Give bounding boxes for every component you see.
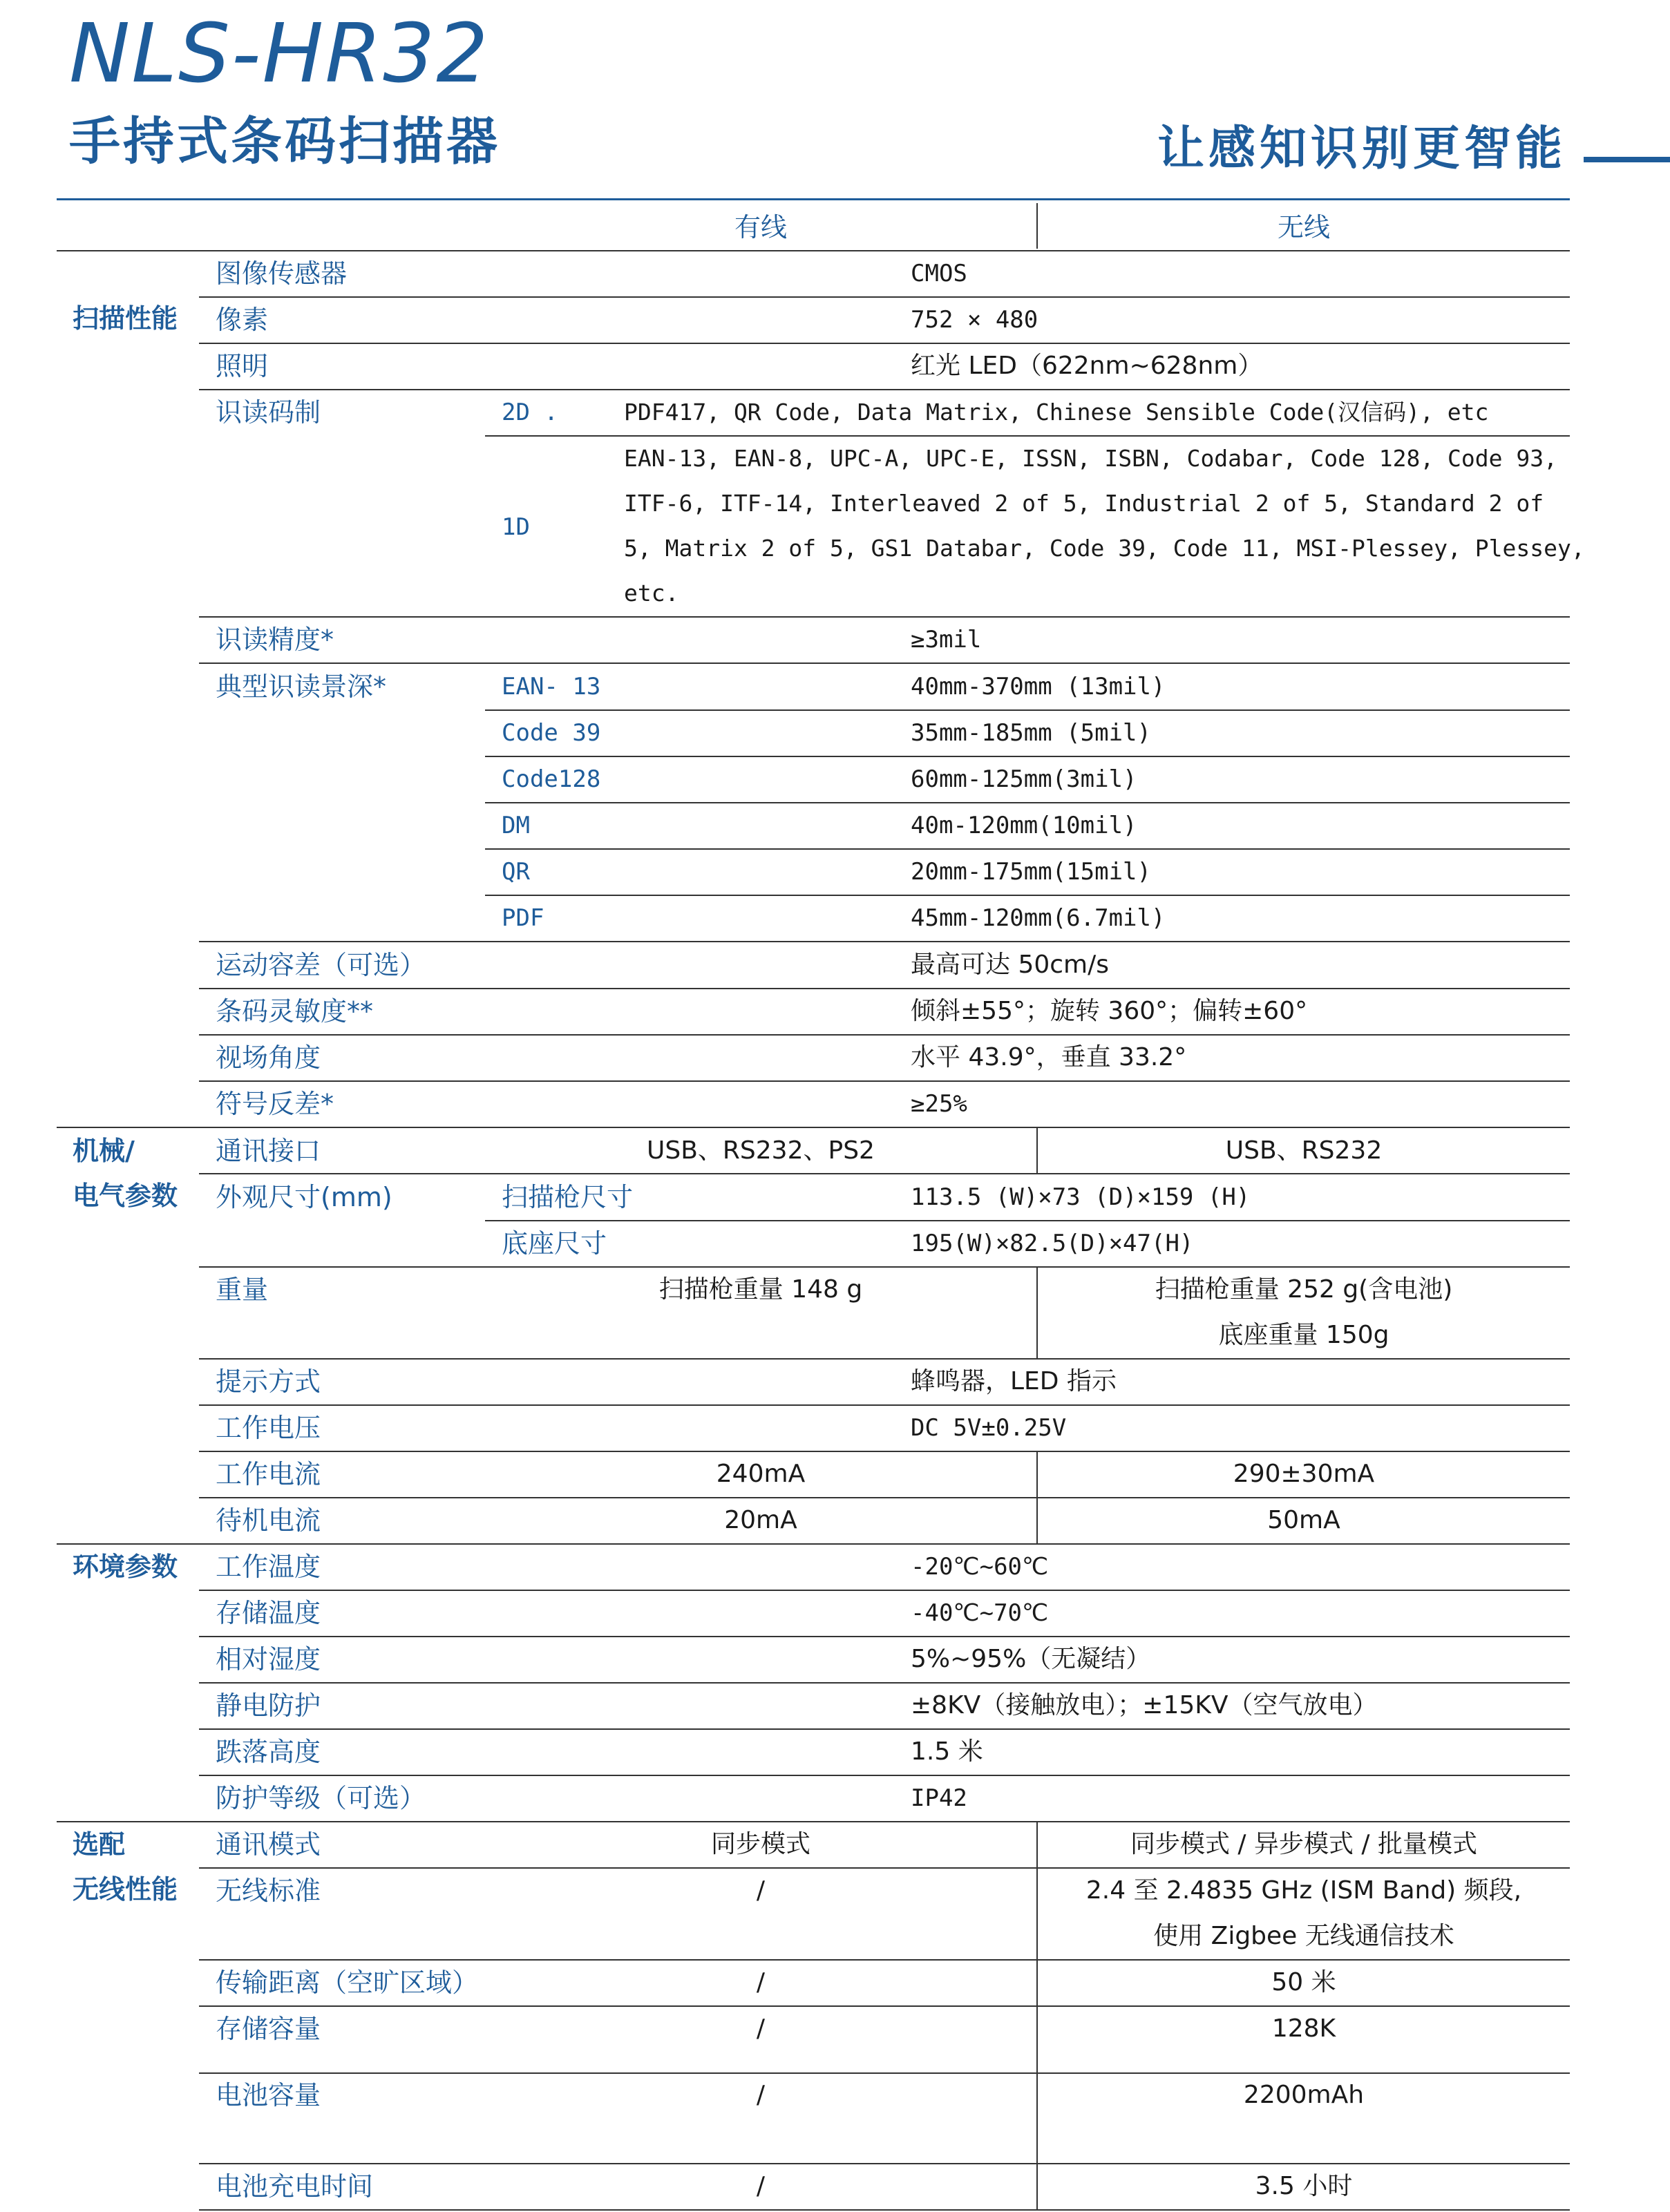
divider [199,1173,1570,1174]
dof-value: 60mm-125mm(3mil) [911,765,1137,793]
spec-value: 5%~95%（无凝结） [911,1645,1151,1673]
spec-label: 静电防护 [216,1690,321,1721]
slogan-accent-bar [1584,157,1670,162]
divider [1036,1451,1038,1497]
divider [1036,1868,1038,1959]
model-title: NLS-HR32 [69,6,490,101]
divider [1036,2072,1038,2163]
divider [1036,2006,1038,2072]
spec-label: 重量 [216,1275,269,1305]
spec-value-wired: 240mA [716,1460,806,1488]
dof-code: PDF [502,904,544,932]
spec-value: ≥3mil [911,626,982,654]
spec-label: 识读码制 [216,397,321,428]
divider [199,2209,1570,2211]
divider [199,296,1570,298]
spec-value-wireless: USB、RS232 [1225,1136,1383,1165]
spec-value-wired: 同步模式 [710,1830,810,1858]
divider [199,1358,1570,1360]
spec-value: 752 × 480 [911,306,1038,334]
spec-label: 通讯模式 [216,1829,321,1860]
spec-label: 提示方式 [216,1366,321,1397]
spec-label: 典型识读景深* [216,671,387,702]
spec-value: ±8KV（接触放电）；±15KV（空气放电） [911,1691,1378,1719]
category-env: 环境参数 [73,1552,178,1582]
category-mech: 电气参数 [73,1181,178,1211]
divider [199,1590,1570,1591]
spec-value-wireless: 3.5 小时 [1255,2172,1353,2200]
divider [199,1728,1570,1730]
spec-label: 识读精度* [216,624,334,655]
symbology-1d-line: EAN-13, EAN-8, UPC-A, UPC-E, ISSN, ISBN, Codabar, Code 128, Code 93, [624,445,1558,472]
column-header-wireless: 无线 [1277,212,1330,242]
spec-value-wired: 20mA [724,1506,797,1534]
spec-label: 工作电压 [216,1413,321,1443]
spec-value-wireless: 2200mAh [1243,2081,1365,2109]
spec-label: 符号反差* [216,1089,334,1119]
spec-value-wireless: 底座重量 150g [1218,1321,1389,1349]
spec-value-wireless: 同步模式 / 异步模式 / 批量模式 [1130,1830,1478,1858]
spec-value: 蜂鸣器，LED 指示 [911,1367,1117,1395]
spec-value-wired: / [756,2081,766,2109]
spec-label: 无线标准 [216,1876,321,1906]
divider [1036,1127,1038,1173]
dof-value: 40mm-370mm (13mil) [911,673,1166,700]
divider [199,616,1570,618]
spec-label: 相对湿度 [216,1644,321,1675]
spec-label: 电池容量 [216,2080,321,2110]
divider [199,1080,1570,1082]
spec-value-wired: / [756,1876,766,1905]
spec-value-wired: / [756,2014,766,2043]
symbology-1d-line: 5, Matrix 2 of 5, GS1 Databar, Code 39, Code 11, MSI-Plessey, Plessey, [624,535,1585,562]
spec-value: 红光 LED（622nm~628nm） [911,352,1263,380]
spec-value-wireless: 2.4 至 2.4835 GHz (ISM Band) 频段, [1085,1876,1522,1905]
divider [199,1034,1570,1036]
spec-label: 工作温度 [216,1552,321,1582]
spec-value: 最高可达 50cm/s [911,951,1109,979]
spec-value-wireless: 290±30mA [1233,1460,1375,1488]
spec-label: 传输距离（空旷区域） [216,1967,479,1998]
spec-label: 电池充电时间 [216,2171,374,2202]
product-subtitle: 手持式条码扫描器 [69,112,500,171]
category-optional: 无线性能 [73,1874,178,1905]
column-header-wired: 有线 [734,212,787,242]
spec-value: -20℃~60℃ [911,1553,1049,1581]
spec-value: 倾斜±55°；旋转 360°；偏转±60° [911,997,1308,1025]
spec-value: DC 5V±0.25V [911,1414,1067,1442]
spec-value-wired: 扫描枪重量 148 g [658,1275,863,1304]
spec-value-wireless: 128K [1271,2014,1336,2043]
slogan: 让感知识别更智能 [1157,122,1566,176]
category-mech: 机械/ [73,1136,135,1166]
divider [1036,1267,1038,1358]
spec-value: 水平 43.9°，垂直 33.2° [911,1043,1187,1071]
spec-label: 跌落高度 [216,1737,321,1767]
dimension-sublabel: 底座尺寸 [502,1228,607,1259]
spec-value: 195(W)×82.5(D)×47(H) [911,1230,1194,1257]
dof-code: DM [502,812,530,839]
spec-value-wireless: 50 米 [1271,1968,1336,1996]
spec-label: 防护等级（可选） [216,1783,426,1813]
spec-value: IP42 [911,1784,967,1812]
spec-label: 外观尺寸(mm) [216,1182,392,1212]
spec-value: 1.5 米 [911,1737,983,1766]
spec-value: ≥25% [911,1090,967,1118]
dof-value: 20mm-175mm(15mil) [911,858,1151,886]
header-rule [57,198,1570,200]
divider [1036,1960,1038,2005]
divider [199,988,1570,989]
dof-value: 35mm-185mm (5mil) [911,719,1151,747]
spec-value: CMOS [911,260,967,287]
divider [199,343,1570,344]
spec-label: 照明 [216,351,269,381]
divider [1036,1498,1038,1543]
spec-label: 存储容量 [216,2014,321,2044]
spec-label: 存储温度 [216,1598,321,1628]
symbology-2d-label: 2D . [502,399,558,426]
spec-label: 视场角度 [216,1042,321,1073]
dimension-sublabel: 扫描枪尺寸 [502,1182,634,1212]
divider [199,662,1570,664]
spec-label: 像素 [216,305,269,335]
spec-value-wired: / [756,2172,766,2200]
spec-value-wireless: 使用 Zigbee 无线通信技术 [1153,1922,1454,1950]
spec-value-wired: / [756,1968,766,1996]
spec-value: 113.5 (W)×73 (D)×159 (H) [911,1183,1251,1211]
spec-label: 运动容差（可选） [216,950,426,980]
spec-label: 工作电流 [216,1459,321,1489]
spec-label: 条码灵敏度** [216,996,374,1027]
spec-label: 通讯接口 [216,1136,321,1166]
spec-value: -40℃~70℃ [911,1599,1049,1627]
category-optional: 选配 [73,1829,126,1860]
divider [199,1404,1570,1406]
dof-code: Code128 [502,765,601,793]
dof-code: Code 39 [502,719,601,747]
symbology-1d-line: ITF-6, ITF-14, Interleaved 2 of 5, Industrial 2 of 5, Standard 2 of [624,490,1544,517]
symbology-1d-line: etc. [624,580,679,607]
dof-value: 45mm-120mm(6.7mil) [911,904,1166,932]
divider [1036,203,1038,249]
category-scan: 扫描性能 [73,303,178,334]
dof-value: 40m-120mm(10mil) [911,812,1137,839]
divider [1036,2164,1038,2209]
spec-label: 待机电流 [216,1505,321,1536]
spec-value-wired: USB、RS232、PS2 [647,1136,875,1165]
dof-code: QR [502,858,530,886]
dof-code: EAN- 13 [502,673,601,700]
symbology-1d-label: 1D [502,513,530,541]
spec-label: 图像传感器 [216,258,348,289]
spec-value-wireless: 50mA [1267,1506,1340,1534]
symbology-2d-value: PDF417, QR Code, Data Matrix, Chinese Sensible Code(汉信码), etc [624,399,1489,426]
spec-value-wireless: 扫描枪重量 252 g(含电池) [1155,1275,1453,1304]
divider [199,1636,1570,1637]
divider [1036,1822,1038,1867]
